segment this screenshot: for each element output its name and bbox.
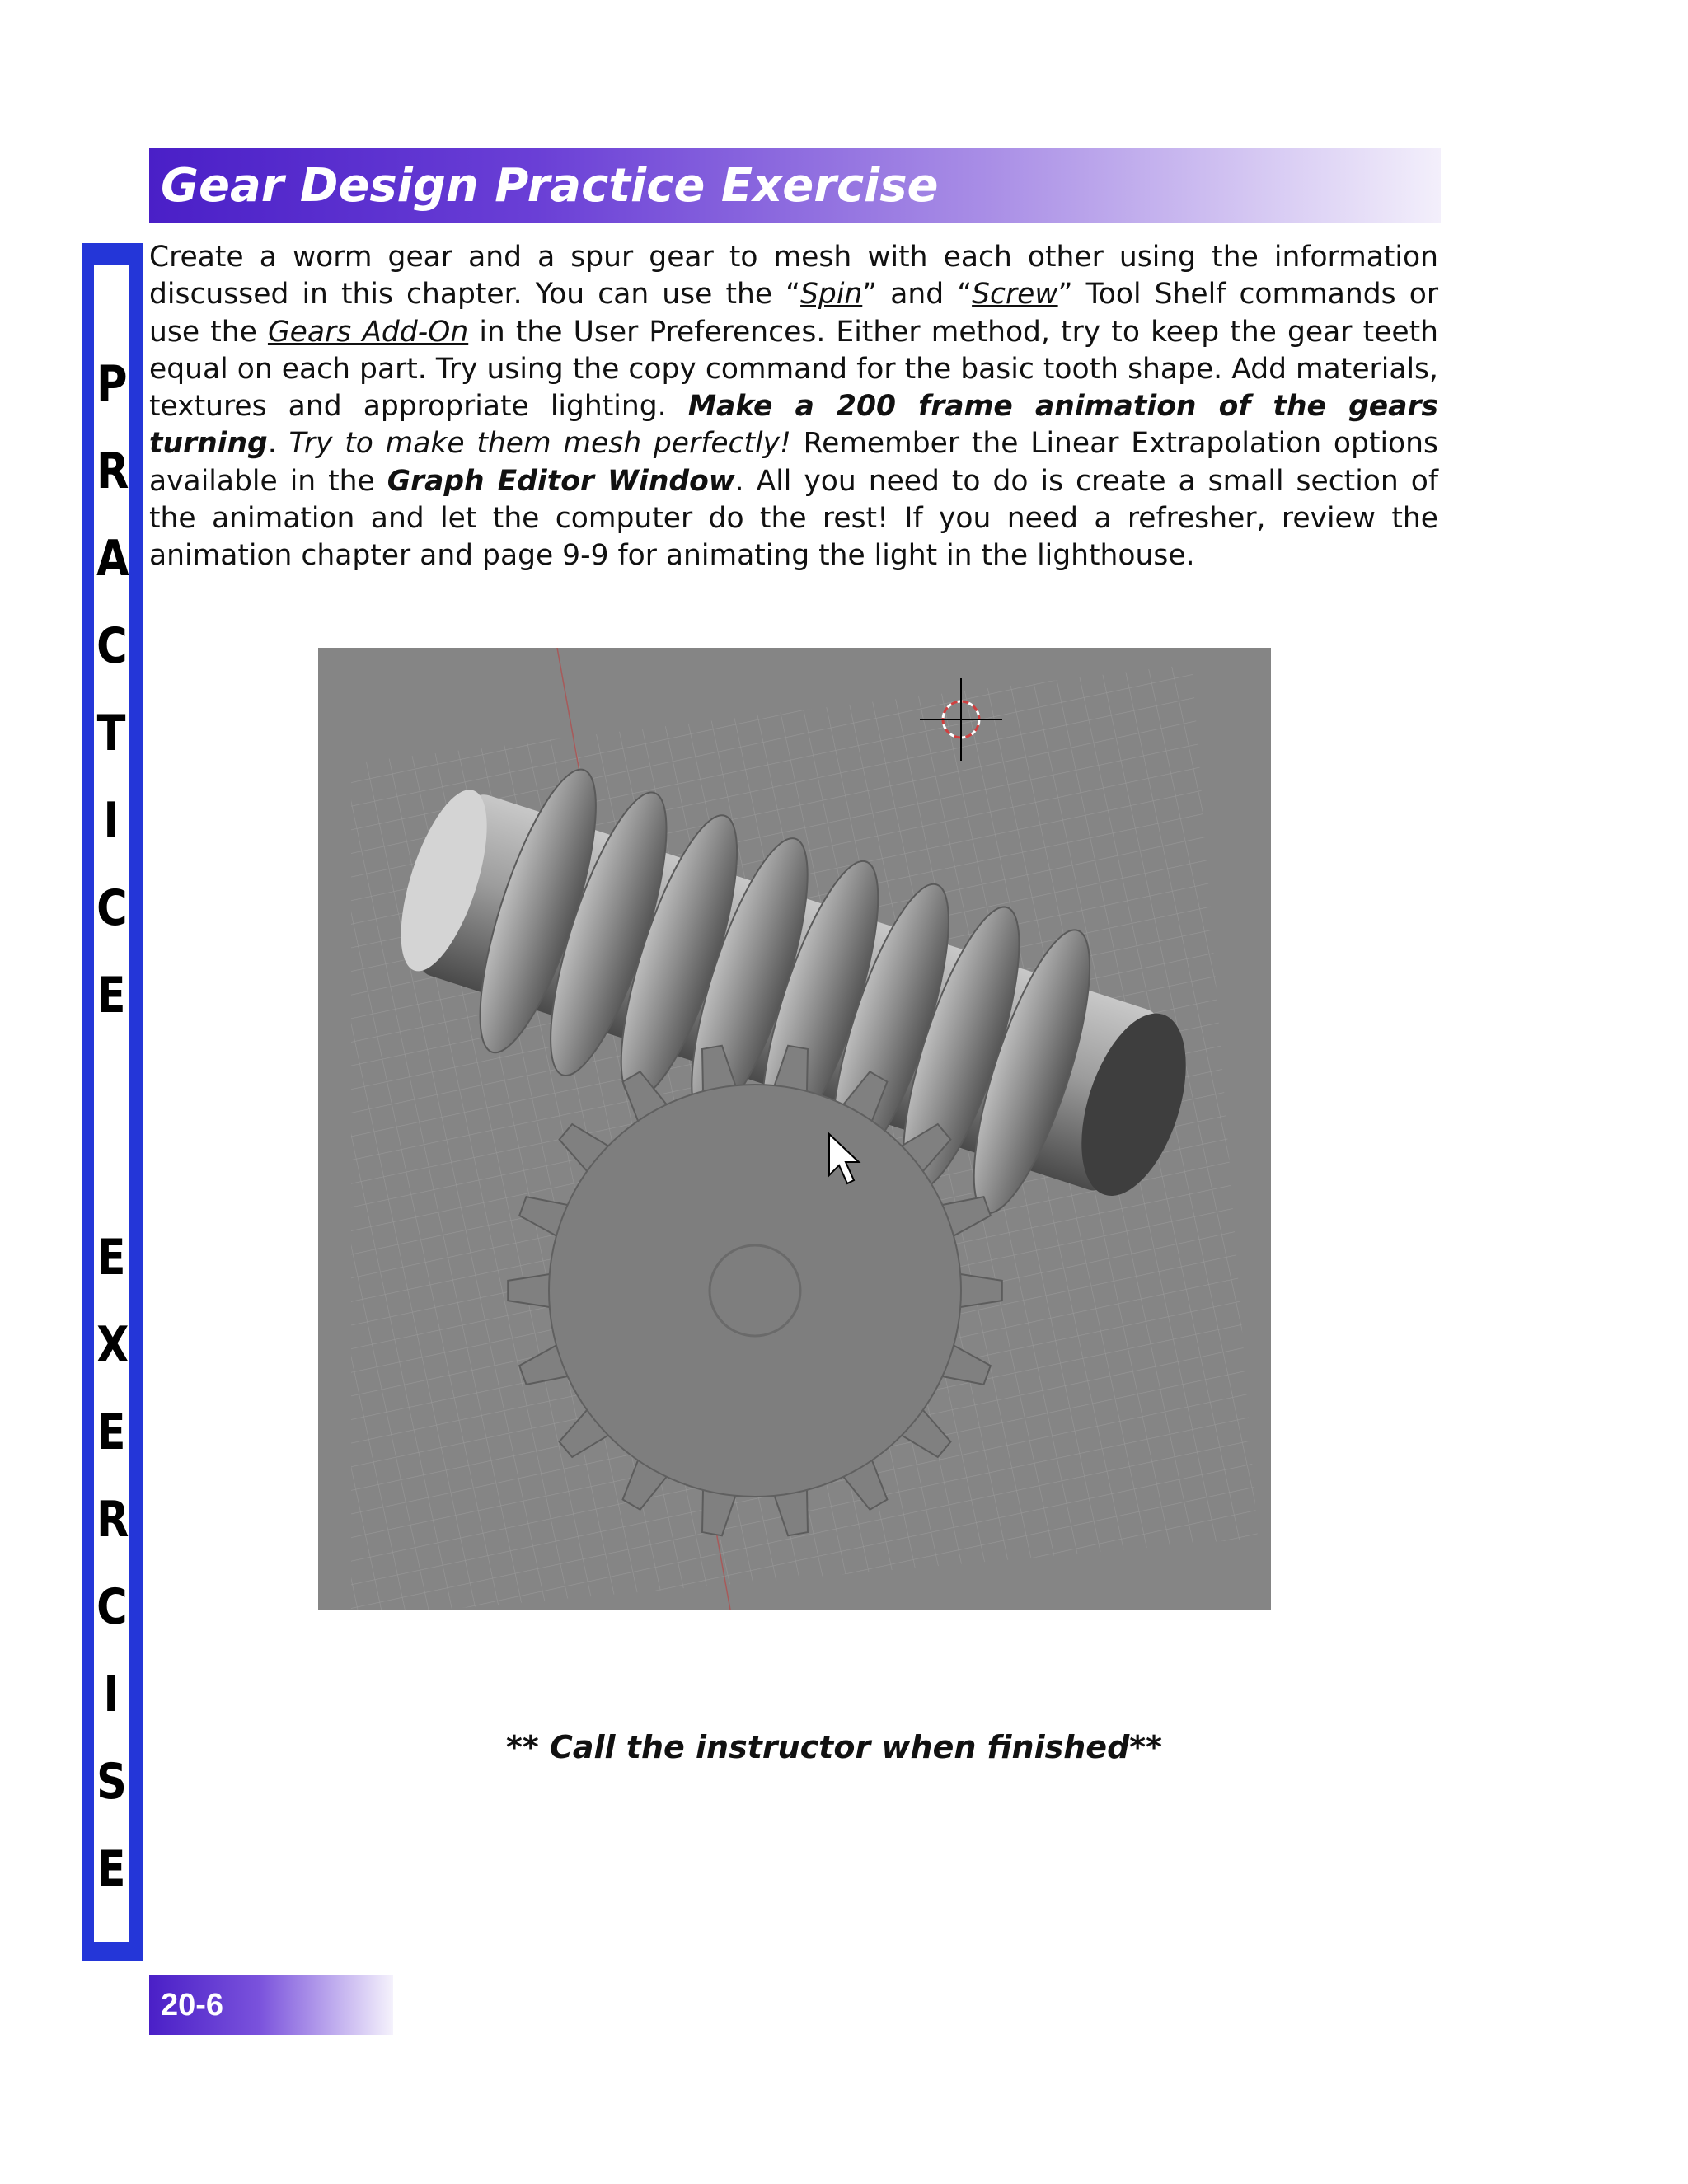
text-segment: . [267,427,289,461]
exercise-instructions [149,239,1438,575]
page-number: 20-6 [161,1988,224,2022]
page-number-tab [149,1975,393,2035]
instructor-note: ** Call the instructor when finished** [506,1729,1163,1765]
sidebar-letter-column [94,265,129,1942]
sidebar-letter: R [96,443,129,500]
sidebar-letter: P [96,355,128,413]
graph-editor-reference: Graph Editor Window [387,464,735,498]
sidebar-letter: X [96,1316,129,1374]
sidebar-letter: T [96,705,126,762]
text-segment: ” and “ [862,278,973,312]
sidebar-letter: C [96,1578,128,1636]
practice-exercise-sidebar [82,243,143,1961]
sidebar-letter: C [96,879,128,937]
text-segment: Remember the Linear Extrapolation options available in the [149,427,1438,498]
sidebar-letter: A [96,530,129,588]
page-title: Gear Design Practice Exercise [161,159,939,213]
sidebar-letter: E [96,1229,126,1286]
sidebar-letter: I [103,1666,120,1723]
sidebar-letter: S [96,1753,127,1811]
gear-viewport-illustration [318,648,1271,1610]
mesh-emphasis: Try to make them mesh perfectly! [288,427,791,461]
text-segment: ” Tool Shelf commands or use the [149,278,1439,349]
screw-reference: Screw [972,278,1058,312]
sidebar-letter: R [96,1491,129,1549]
gears-addon-reference: Gears Add-On [267,315,469,349]
text-segment: Create a worm gear and a spur gear to mesh with each other using the information discussed in this chapter. You can use the “ [149,241,1438,312]
text-segment: in the User Preferences. Either method, try to keep the gear teeth equal on each part. Try using the copy command for the basic tooth shape. Add materials, textures and appropriate lighting. [149,315,1438,424]
sidebar-letter: E [96,967,126,1024]
sidebar-letter: E [96,1404,126,1461]
sidebar-letter: C [96,617,128,675]
sidebar-letter: I [103,792,120,850]
sidebar-letter: E [96,1840,126,1898]
text-segment: . All you need to do is create a small section of the animation and let the computer do the rest! If you need a refresher, review the animation chapter and page 9-9 for animating the light in the lighthouse. [149,464,1438,573]
spin-reference: Spin [800,278,863,312]
title-banner [149,148,1441,223]
animation-instruction: Make a 200 frame animation of the gears turning [149,390,1438,461]
worm-gear-render [318,648,1271,1610]
